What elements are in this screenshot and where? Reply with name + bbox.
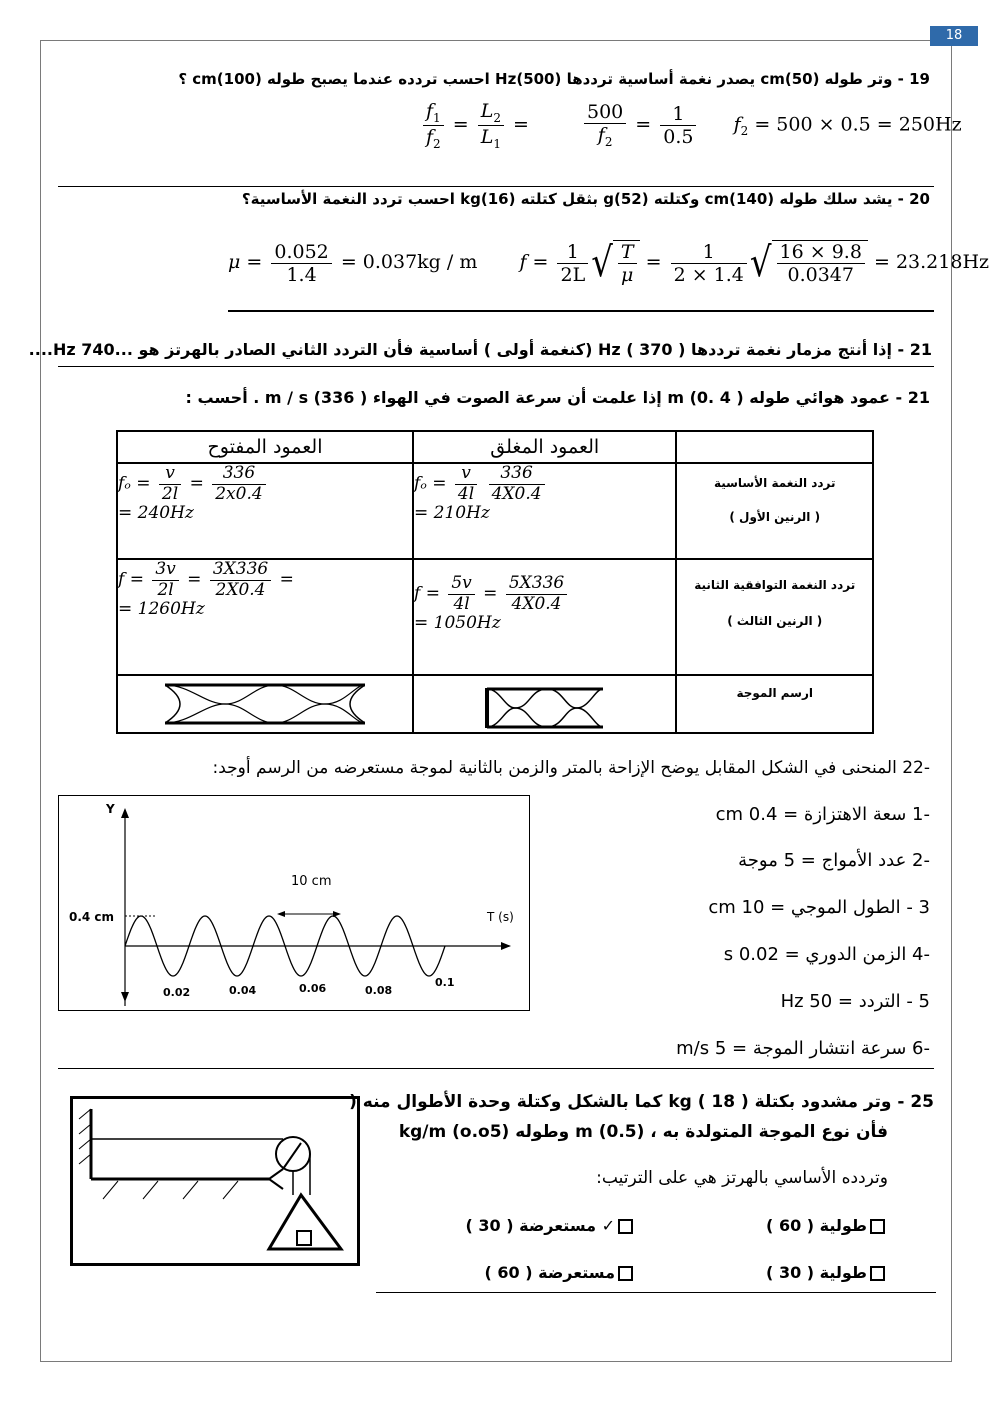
header-closed: العمود المغلق: [413, 431, 676, 463]
q20-equation: μ = $\frac{0.052}{1.4}$ = 0.037kg / m f = $\frac{1}{2L}$ √ $\frac{T}{\mu}$ = $\frac{1}{2 \times 1.4}$ √ $\frac{16 \times 9.8}{0.0347}$ = 23.218Hz: [228, 239, 990, 287]
answer-1: -1 سعة الاهتزازة = 0.4 cm: [715, 804, 930, 825]
check-mark-icon: ✓: [601, 1216, 615, 1235]
open-f0: fₒ = $\frac{v}{2l}$ = $\frac{336}{2x0.4}$ = 240Hz: [117, 463, 413, 559]
closed-wave-drawing: [413, 675, 676, 733]
pulley-figure: [70, 1096, 360, 1266]
graph-y-label: Y: [106, 802, 115, 816]
closed-f0: fₒ = $\frac{v}{4l}$ $\frac{336}{4X0.4}$ = 210Hz: [413, 463, 676, 559]
graph-amp-label: 0.4 cm: [69, 910, 115, 924]
checkbox-icon: [618, 1266, 633, 1281]
divider: [376, 1292, 936, 1293]
option-c[interactable]: طولية ( 30 ): [766, 1263, 888, 1282]
answer-3: 3 - الطول الموجي = 10 cm: [708, 897, 930, 918]
page-number: 18: [930, 26, 978, 46]
question-25-line1: 25 - وتر مشدود بكتلة kg ( 18 ) كما بالشكل وكتلة وحدة الأطوال منه (: [349, 1092, 934, 1112]
answer-6: -6 سرعة انتشار الموجة = 5 m/s: [676, 1038, 930, 1059]
option-d[interactable]: مستعرضة ( 60 ): [485, 1263, 636, 1282]
question-25-line3: وتردده الأساسي بالهرتز هي على الترتيب:: [596, 1168, 888, 1188]
row2-label: تردد النغمة التوافقية الثانية ( الرنين الثالث ): [676, 559, 873, 675]
question-19: 19 - وتر طوله (50)cm يصدر نغمة أساسية ترددها (500)Hz احسب تردده عندما يصبح طوله (100)cm ؟: [178, 70, 930, 88]
graph-tick: 0.06: [299, 982, 327, 995]
graph-t-label: T (s): [487, 910, 514, 924]
q19-equation: $\frac{f_1}{f_2}$ = $\frac{L_2}{L_1}$ = $\frac{500}{f_2}$ = $\frac{1}{0.5}$ $f_2 = 500 \times 0.5 = 250Hz$: [420, 100, 962, 151]
divider: [58, 366, 934, 367]
graph-tick: 0.02: [163, 986, 191, 999]
divider: [228, 310, 934, 312]
question-21b: 21 - عمود هوائي طوله m (0. 4 ) إذا علمت أن سرعة الصوت في الهواء m / s (336 ) . أحسب :: [185, 388, 930, 407]
option-b[interactable]: ✓ مستعرضة ( 30 ): [466, 1216, 636, 1235]
answer-5: 5 - التردد = 50 Hz: [780, 991, 930, 1012]
checkbox-icon: [870, 1219, 885, 1234]
row1-label: تردد النغمة الأساسية ( الرنين الأول ): [676, 463, 873, 559]
answer-2: -2 عدد الأمواج = 5 موجة: [738, 850, 930, 871]
question-25-line2: kg/m (o.o5) وطوله m (0.5) ، فأن نوع الموجة المتولدة به: [398, 1122, 888, 1142]
wave-table: [116, 430, 874, 734]
question-21a: 21 - إذا أنتج مزمار نغمة ترددها Hz ( 370 ) (كنغمة أولى ) أساسية فأن التردد الثاني الصادر بالهرتز هو ...740 Hz....: [28, 340, 932, 359]
question-22: -22 المنحنى في الشكل المقابل يوضح الإزاحة بالمتر والزمن بالثانية لموجة مستعرضه من الرسم أوجد:: [212, 758, 930, 778]
open-pipe-wave: [165, 682, 365, 726]
header-open: العمود المفتوح: [117, 431, 413, 463]
open-wave-drawing: [117, 675, 413, 733]
answer-4: -4 الزمن الدوري = 0.02 s: [723, 944, 930, 965]
header-empty: [676, 431, 873, 463]
divider: [58, 1068, 934, 1069]
wave-graph: [58, 795, 530, 1011]
divider: [58, 186, 934, 187]
graph-tick: 0.1: [435, 976, 455, 989]
graph-tick: 0.08: [365, 984, 393, 997]
checkbox-icon: [618, 1219, 633, 1234]
question-20: 20 - يشد سلك طوله (140)cm وكتلته (52)g بثقل كتلته (16)kg احسب تردد النغمة الأساسية؟: [241, 190, 930, 208]
checkbox-icon: [870, 1266, 885, 1281]
graph-tick: 0.04: [229, 984, 257, 997]
graph-wavelength-label: 10 cm: [291, 874, 332, 889]
row3-label: ارسم الموجة: [676, 675, 873, 733]
open-f2: f = $\frac{3v}{2l}$ = $\frac{3X336}{2X0.4}$ = = 1260Hz: [117, 559, 413, 675]
closed-pipe-wave: [485, 686, 605, 730]
closed-f2: f = $\frac{5v}{4l}$ = $\frac{5X336}{4X0.4}$ = 1050Hz: [413, 559, 676, 675]
option-a[interactable]: طولية ( 60 ): [766, 1216, 888, 1235]
